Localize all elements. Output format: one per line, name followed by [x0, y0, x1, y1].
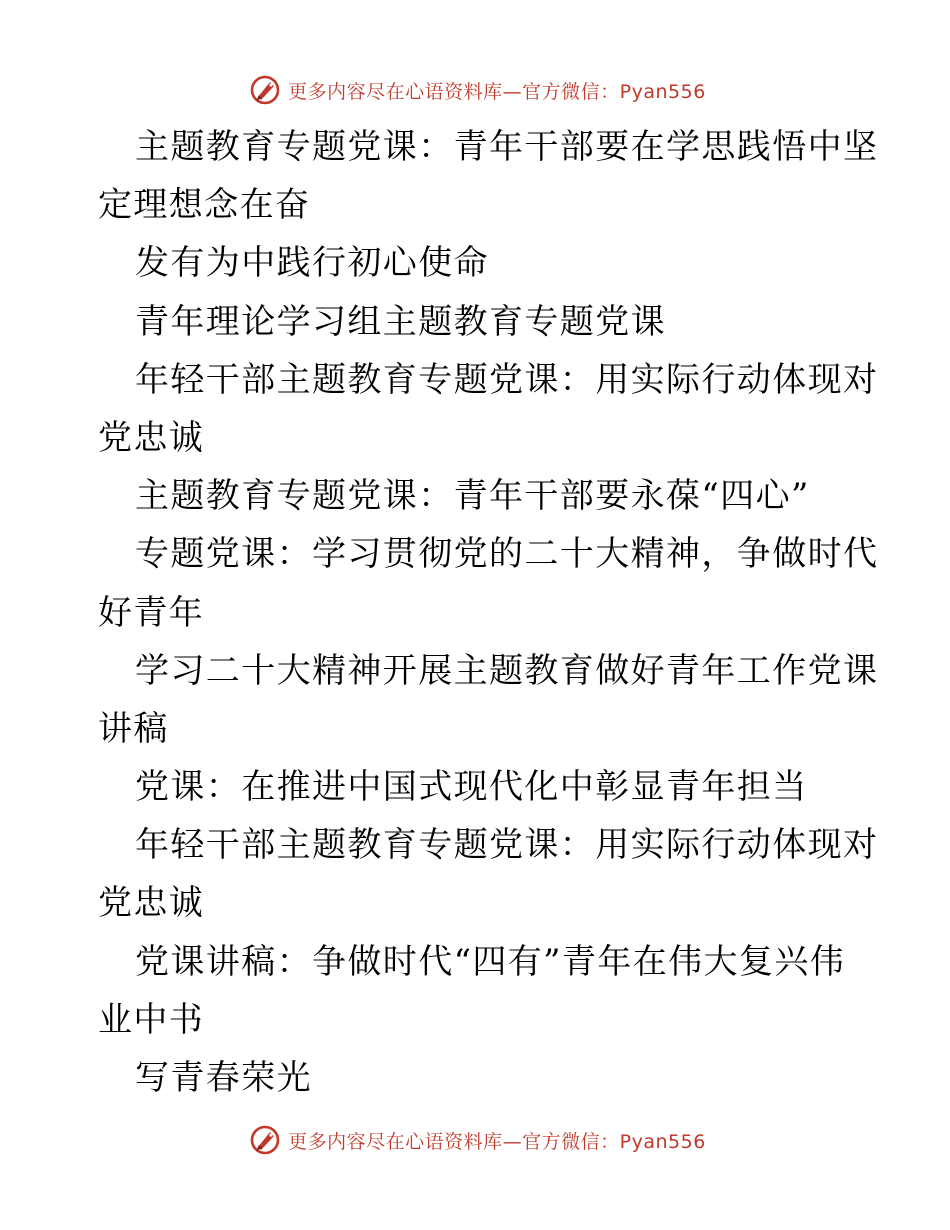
text-line: 发有为中践行初心使命 — [135, 243, 489, 284]
pen-nib-logo-icon — [248, 1123, 282, 1157]
footer-banner-text: 更多内容尽在心语资料库—官方微信：Pyan556 — [288, 1130, 706, 1153]
text-line: 好青年 — [98, 592, 205, 633]
text-line: 写青春荣光 — [135, 1058, 312, 1098]
header-banner-inner — [248, 73, 706, 107]
text-line: 主题教育专题党课：青年干部要在学思践悟中坚 — [135, 127, 879, 167]
text-line: 讲稿 — [98, 708, 169, 749]
footer-banner — [0, 1120, 950, 1160]
text-line: 业中书 — [98, 999, 205, 1040]
text-line: 党忠诚 — [98, 417, 205, 458]
text-line: 学习二十大精神开展主题教育做好青年工作党课 — [135, 650, 879, 691]
text-line: 年轻干部主题教育专题党课：用实际行动体现对 — [135, 359, 879, 400]
pen-nib-logo-icon — [248, 73, 282, 107]
text-line: 党忠诚 — [98, 883, 205, 924]
text-line: 年轻干部主题教育专题党课：用实际行动体现对 — [135, 825, 879, 866]
text-line: 专题党课：学习贯彻党的二十大精神，争做时代 — [135, 534, 879, 575]
document-body — [98, 118, 879, 1107]
footer-banner-inner — [248, 1123, 706, 1157]
text-line: 党课讲稿：争做时代“四有”青年在伟大复兴伟 — [135, 941, 846, 982]
text-line: 党课：在推进中国式现代化中彰显青年担当 — [135, 767, 808, 808]
text-line: 青年理论学习组主题教育专题党课 — [135, 301, 666, 342]
header-banner-text: 更多内容尽在心语资料库—官方微信：Pyan556 — [288, 80, 706, 103]
text-line: 定理想念在奋 — [98, 185, 311, 226]
header-banner — [0, 70, 950, 110]
text-line: 主题教育专题党课：青年干部要永葆“四心” — [135, 476, 810, 517]
